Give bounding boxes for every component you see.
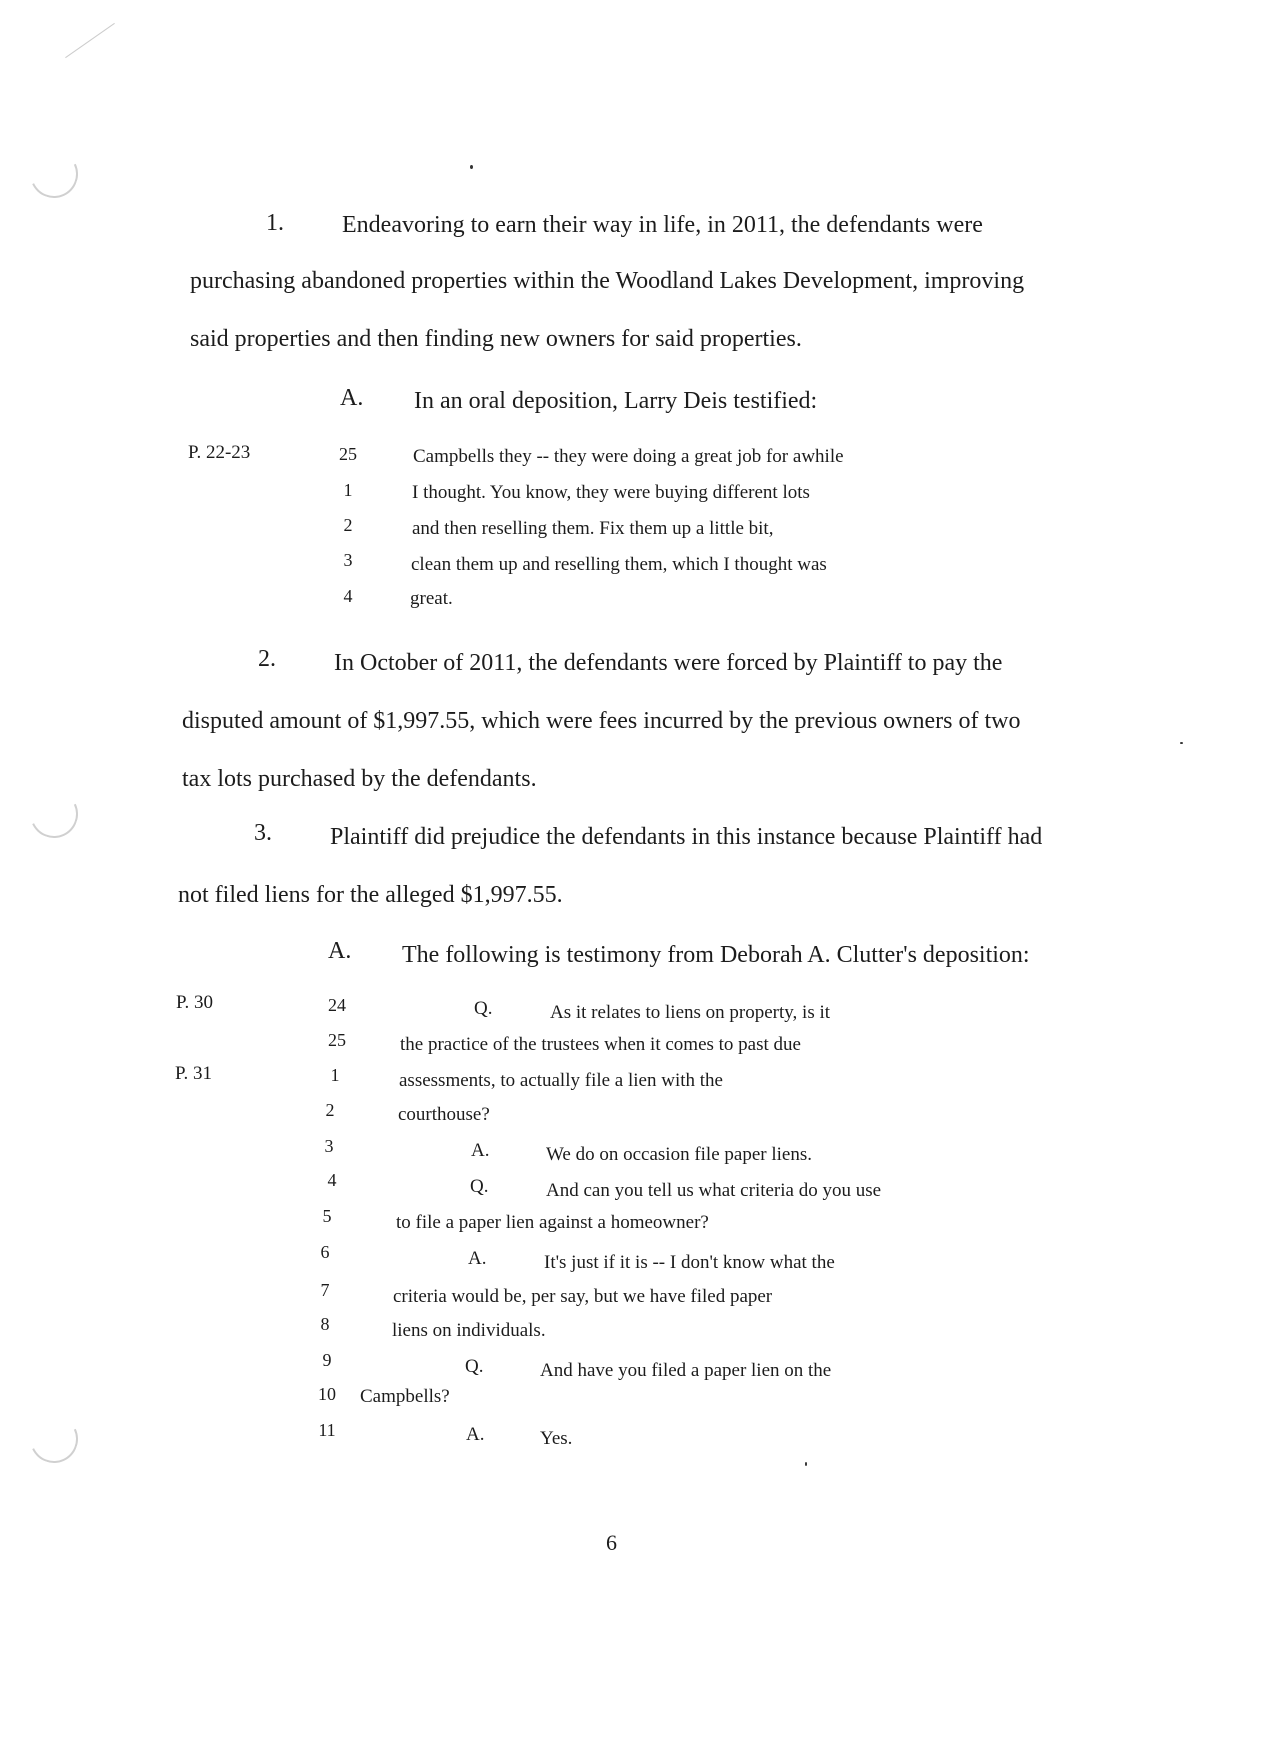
subsection-2-label: A. — [328, 938, 352, 964]
paragraph-1-line-2: purchasing abandoned properties within the Woodland Lakes Development, improving — [190, 268, 1025, 294]
deposition-1-line-text: great. — [410, 588, 453, 609]
deposition-2-qa-marker: A. — [466, 1424, 485, 1445]
subsection-1-heading: In an oral deposition, Larry Deis testified: — [414, 388, 818, 414]
deposition-2-line-text: assessments, to actually file a lien with the — [399, 1070, 723, 1091]
deposition-2-line-text: It's just if it is -- I don't know what the — [544, 1252, 835, 1273]
deposition-1-line-text: and then reselling them. Fix them up a little bit, — [412, 518, 774, 539]
deposition-2-line-number: 1 — [330, 1065, 340, 1085]
deposition-2-qa-marker: Q. — [465, 1356, 484, 1377]
scan-speck — [1180, 742, 1183, 744]
deposition-2-line-number: 10 — [318, 1384, 336, 1404]
scan-speck — [470, 165, 473, 169]
deposition-2-qa-marker: A. — [471, 1140, 490, 1161]
subsection-1-label: A. — [340, 385, 364, 411]
deposition-2-line-number: 11 — [318, 1420, 336, 1440]
paragraph-2-number: 2. — [258, 646, 276, 672]
deposition-2-line-number: 24 — [328, 995, 346, 1015]
deposition-2-line-text: to file a paper lien against a homeowner? — [396, 1212, 709, 1233]
paragraph-3-line-2: not filed liens for the alleged $1,997.55. — [178, 882, 563, 908]
deposition-1-page-ref: P. 22-23 — [188, 442, 251, 463]
deposition-2-line-number: 6 — [320, 1242, 330, 1262]
deposition-2-line-text: As it relates to liens on property, is it — [550, 1002, 831, 1023]
deposition-2-line-number: 25 — [328, 1030, 346, 1050]
deposition-1-line-text: clean them up and reselling them, which I thought was — [411, 554, 827, 575]
deposition-2-line-number: 5 — [322, 1206, 332, 1226]
deposition-2-line-number: 2 — [325, 1100, 335, 1120]
page-number: 6 — [606, 1530, 617, 1555]
deposition-1-line-number: 25 — [339, 444, 357, 464]
subsection-2-heading: The following is testimony from Deborah A. Clutter's deposition: — [402, 942, 1030, 968]
deposition-1-line-number: 3 — [343, 550, 353, 570]
deposition-2-line-number: 3 — [324, 1136, 334, 1156]
punch-hole-mark — [23, 783, 85, 845]
deposition-2-line-text: And have you filed a paper lien on the — [540, 1360, 832, 1381]
paragraph-2-line-3: tax lots purchased by the defendants. — [182, 766, 537, 792]
paragraph-3-number: 3. — [254, 820, 272, 846]
deposition-2-line-text: criteria would be, per say, but we have filed paper — [393, 1286, 773, 1307]
punch-hole-mark — [23, 143, 85, 205]
deposition-2-qa-marker: Q. — [470, 1176, 489, 1197]
deposition-2-line-text: We do on occasion file paper liens. — [546, 1144, 812, 1165]
deposition-1-line-number: 2 — [343, 515, 353, 535]
paragraph-1-line-1: Endeavoring to earn their way in life, in 2011, the defendants were — [342, 212, 983, 238]
deposition-2-line-text: And can you tell us what criteria do you use — [546, 1180, 882, 1201]
punch-hole-mark — [23, 1408, 85, 1470]
paragraph-1-number: 1. — [266, 210, 284, 236]
deposition-2-line-number: 7 — [320, 1280, 330, 1300]
deposition-2-line-text: courthouse? — [398, 1104, 490, 1125]
deposition-2-line-number: 8 — [320, 1314, 330, 1334]
deposition-2-qa-marker: A. — [468, 1248, 487, 1269]
deposition-1-line-number: 1 — [343, 480, 353, 500]
deposition-1-line-number: 4 — [343, 586, 353, 606]
scan-speck — [805, 1462, 807, 1466]
deposition-1-line-text: I thought. You know, they were buying different lots — [412, 482, 810, 503]
deposition-2-line-text: the practice of the trustees when it comes to past due — [400, 1034, 801, 1055]
deposition-2-line-number: 9 — [322, 1350, 332, 1370]
paragraph-2-line-1: In October of 2011, the defendants were forced by Plaintiff to pay the — [334, 650, 1003, 676]
deposition-2-line-text: Campbells? — [360, 1386, 450, 1407]
paragraph-3-line-1: Plaintiff did prejudice the defendants in this instance because Plaintiff had — [330, 824, 1043, 850]
deposition-2-page-ref: P. 30 — [176, 992, 213, 1013]
paragraph-2-line-2: disputed amount of $1,997.55, which were fees incurred by the previous owners of two — [182, 708, 1021, 734]
deposition-2-line-text: liens on individuals. — [392, 1320, 546, 1341]
deposition-2-line-number: 4 — [327, 1170, 337, 1190]
deposition-2-page-ref: P. 31 — [175, 1063, 212, 1084]
deposition-1-line-text: Campbells they -- they were doing a great job for awhile — [413, 446, 844, 467]
deposition-2-qa-marker: Q. — [474, 998, 493, 1019]
paragraph-1-line-3: said properties and then finding new owners for said properties. — [190, 326, 802, 352]
scan-scuff — [65, 23, 115, 58]
deposition-2-line-text: Yes. — [540, 1428, 573, 1449]
